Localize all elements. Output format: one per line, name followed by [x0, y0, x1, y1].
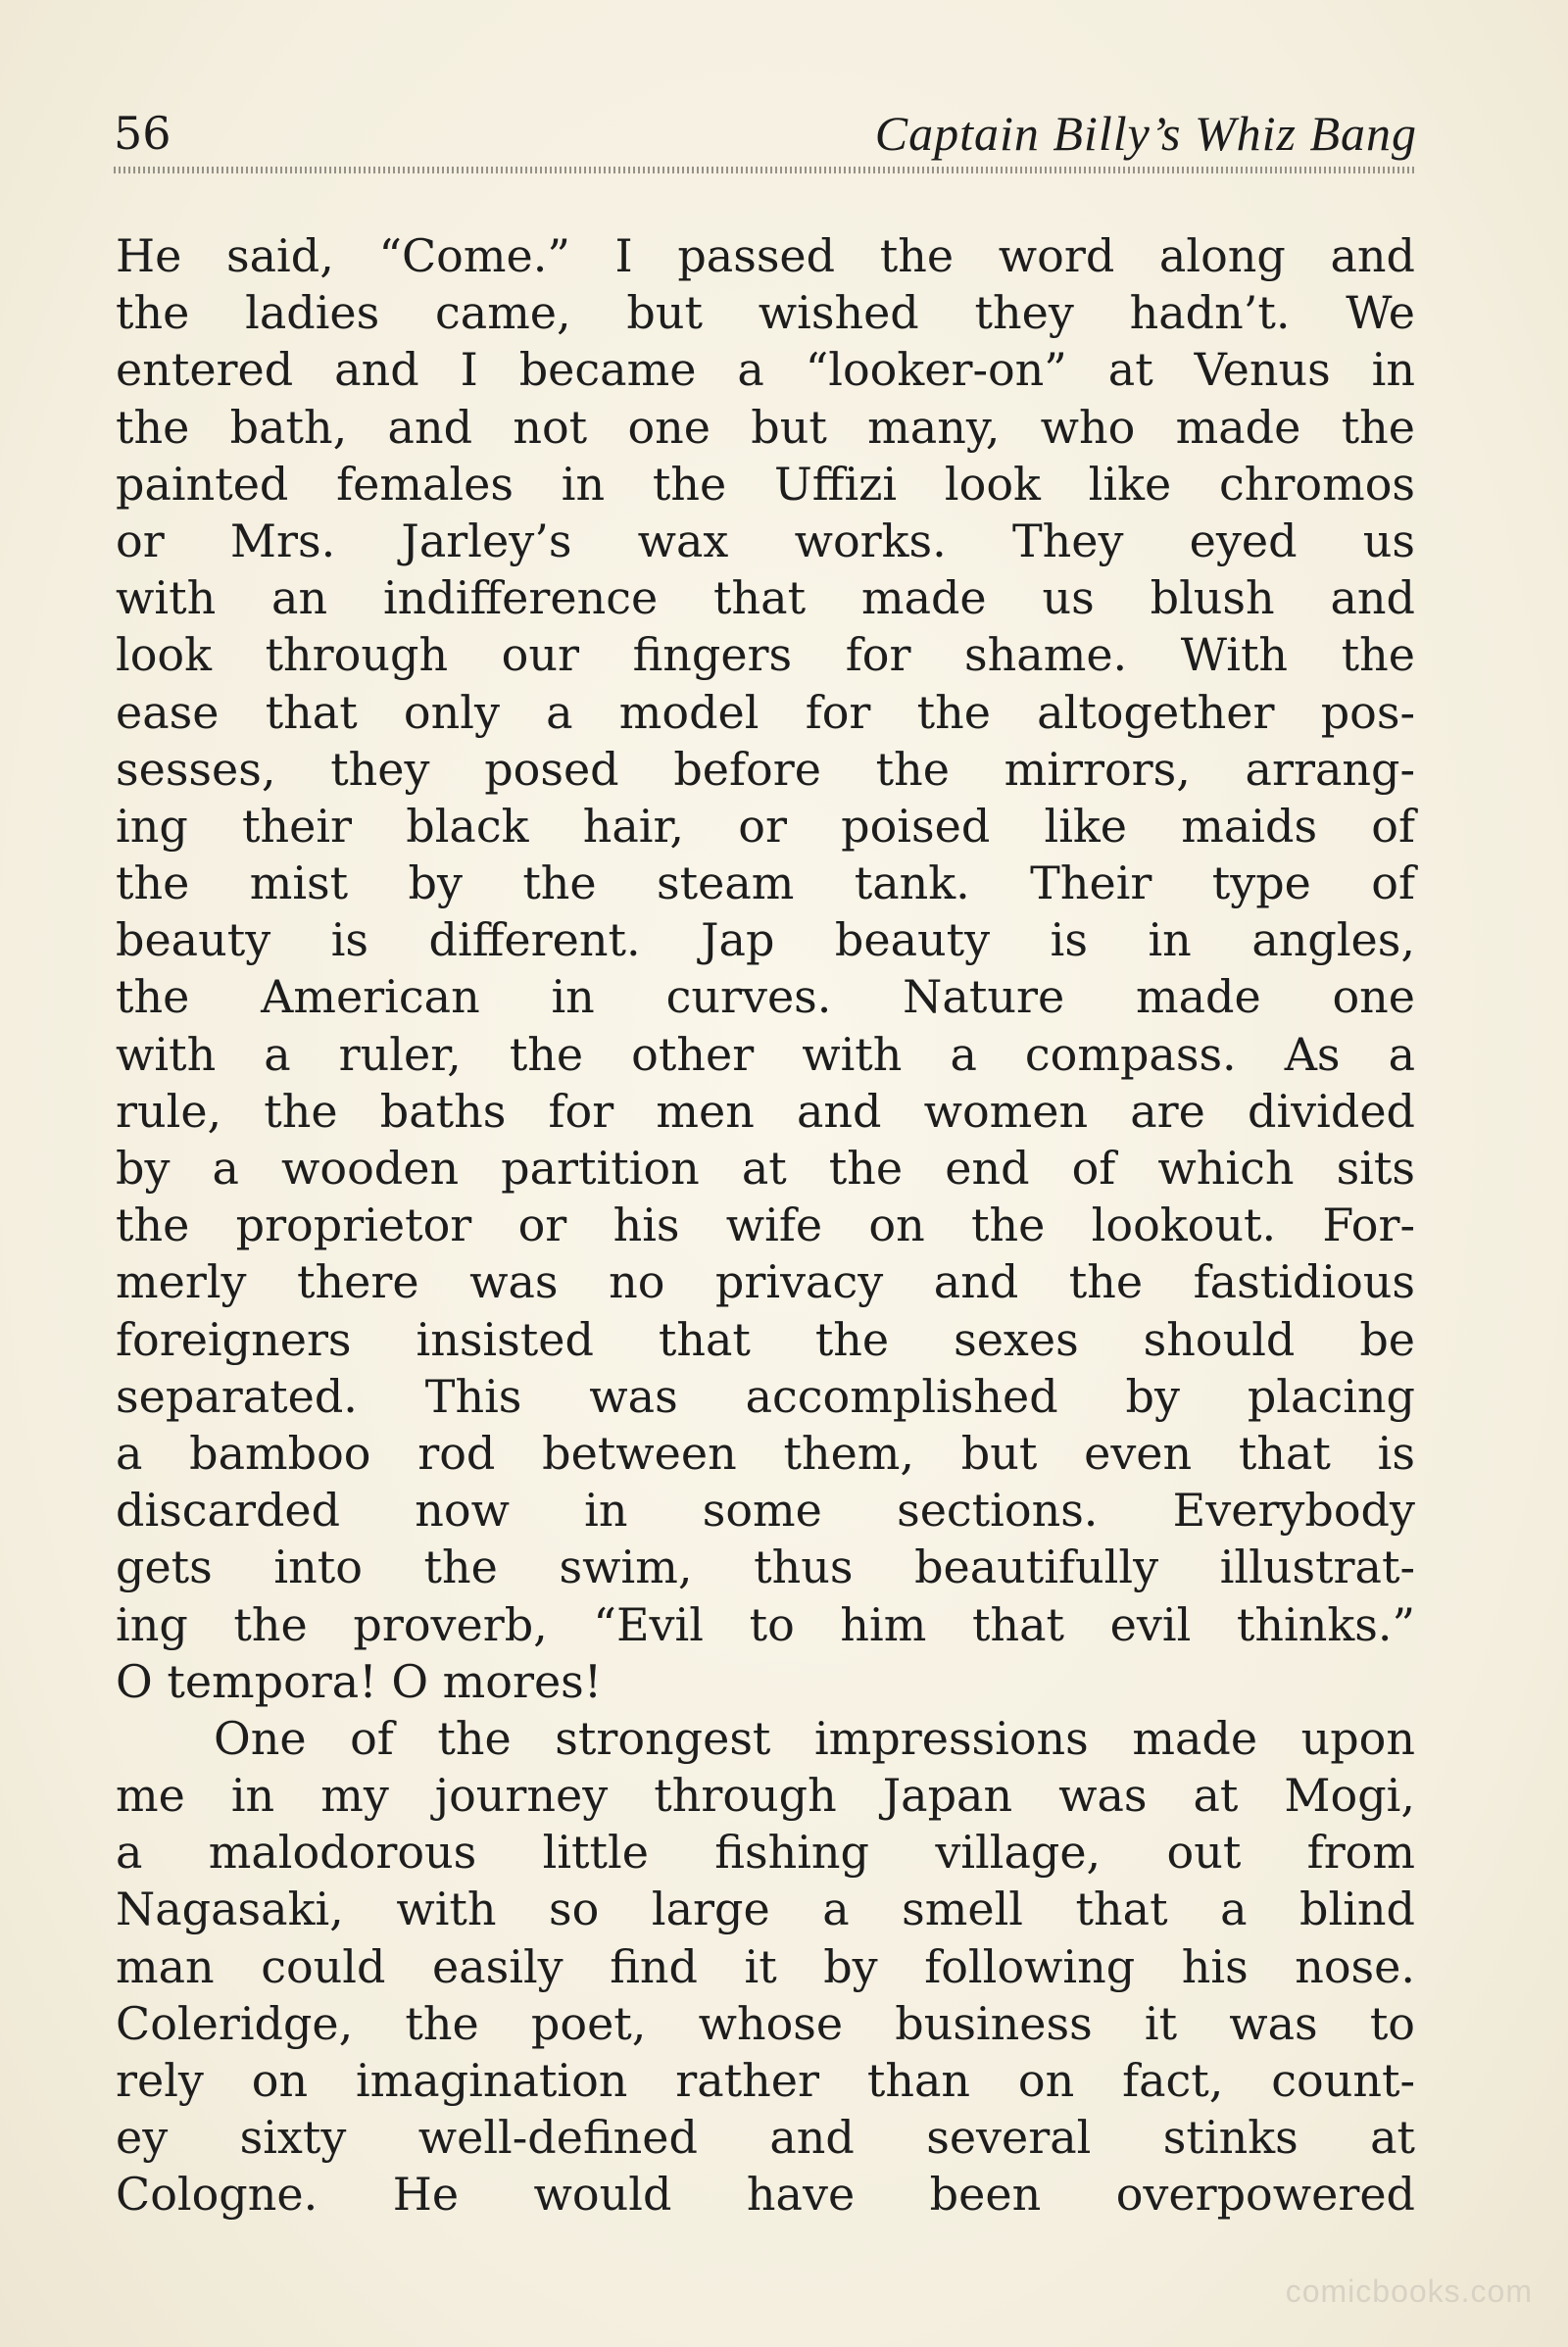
- paragraph-1: [116, 227, 1415, 1710]
- header-divider: [114, 167, 1417, 173]
- text-line: or Mrs. Jarley’s wax works. They eyed us: [116, 513, 1415, 567]
- text-line: Nagasaki, with so large a smell that a blind: [116, 1882, 1415, 1936]
- text-line: with a ruler, the other with a compass. As a: [116, 1027, 1415, 1081]
- paragraph-2: [116, 1710, 1415, 2224]
- text-line: rule, the baths for men and women are divided: [116, 1084, 1415, 1138]
- text-line: by a wooden partition at the end of which sits: [116, 1142, 1415, 1195]
- text-line: the bath, and not one but many, who made the: [116, 400, 1415, 454]
- text-line: One of the strongest impressions made upon: [214, 1711, 1415, 1765]
- text-line: the proprietor or his wife on the lookout. For-: [116, 1198, 1415, 1252]
- text-line: He said, “Come.” I passed the word along and: [116, 229, 1415, 282]
- text-line: ey sixty well-defined and several stinks at: [116, 2111, 1415, 2165]
- text-line: sesses, they posed before the mirrors, arrang-: [116, 742, 1415, 796]
- text-line: separated. This was accomplished by placing: [116, 1369, 1415, 1423]
- text-line: look through our fingers for shame. With the: [116, 628, 1415, 682]
- text-line: foreigners insisted that the sexes should be: [116, 1312, 1415, 1366]
- text-line: beauty is different. Jap beauty is in angles,: [116, 913, 1415, 967]
- text-line: Coleridge, the poet, whose business it was to: [116, 1996, 1415, 2050]
- text-line: me in my journey through Japan was at Mogi,: [116, 1769, 1415, 1823]
- page-number: 56: [114, 107, 172, 160]
- page-header: [114, 106, 1417, 165]
- text-line: ing their black hair, or poised like maids of: [116, 799, 1415, 853]
- text-line: O tempora! O mores!: [116, 1654, 603, 1708]
- text-line: the ladies came, but wished they hadn’t. We: [116, 286, 1415, 340]
- text-line: the American in curves. Nature made one: [116, 970, 1415, 1024]
- text-line: man could easily find it by following his nose.: [116, 1939, 1415, 1993]
- text-line: ease that only a model for the altogether pos-: [116, 685, 1415, 739]
- text-line: discarded now in some sections. Everybody: [116, 1484, 1415, 1538]
- text-line: painted females in the Uffizi look like chromos: [116, 457, 1415, 511]
- text-line: entered and I became a “looker-on” at Venus in: [116, 343, 1415, 397]
- text-line: the mist by the steam tank. Their type of: [116, 856, 1415, 910]
- text-line: gets into the swim, thus beautifully illustrat-: [116, 1540, 1415, 1594]
- running-title: Captain Billy’s Whiz Bang: [874, 106, 1417, 161]
- text-line: ing the proverb, “Evil to him that evil thinks.”: [116, 1597, 1415, 1651]
- body-text: [116, 227, 1415, 2224]
- watermark: comicbooks.com: [1285, 2274, 1533, 2309]
- text-line: Cologne. He would have been overpowered: [116, 2168, 1415, 2222]
- text-line: with an indifference that made us blush and: [116, 571, 1415, 625]
- text-line: rely on imagination rather than on fact, count-: [116, 2054, 1415, 2107]
- text-line: a bamboo rod between them, but even that is: [116, 1426, 1415, 1480]
- text-line: a malodorous little fishing village, out from: [116, 1826, 1415, 1880]
- text-line: merly there was no privacy and the fastidious: [116, 1255, 1415, 1309]
